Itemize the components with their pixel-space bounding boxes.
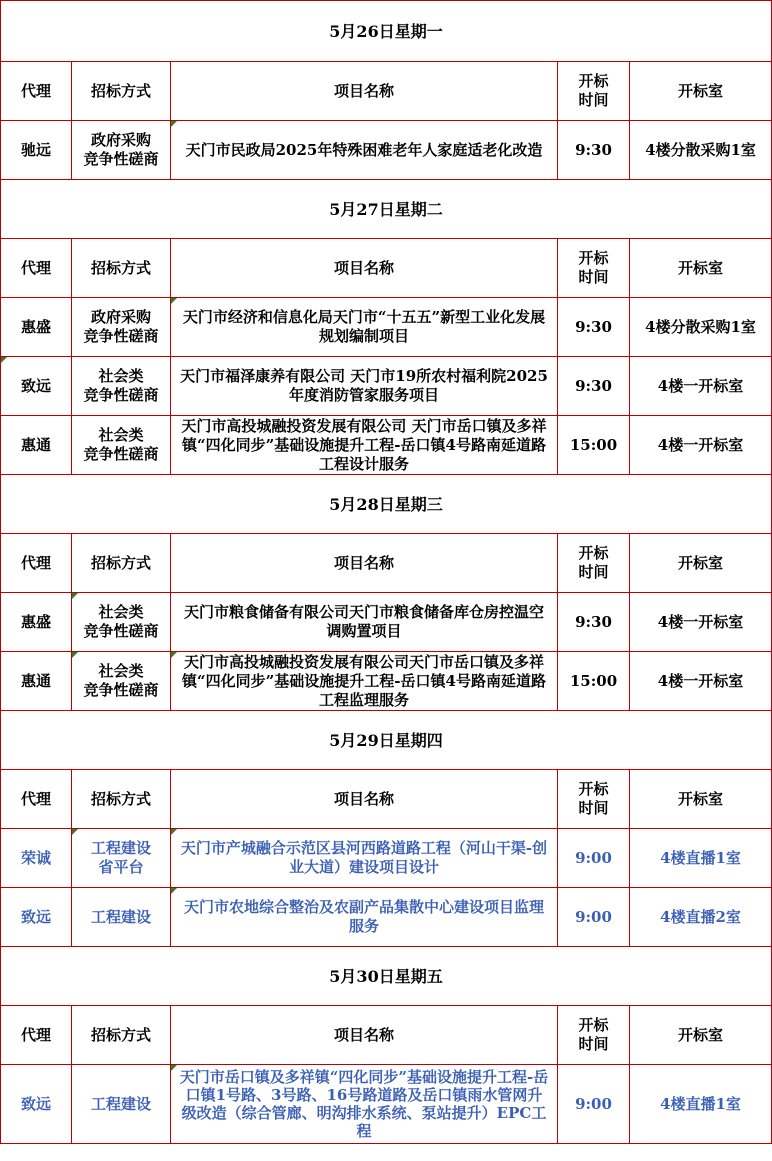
- agent-cell: 惠通: [1, 652, 72, 711]
- method-cell: 政府采购 竞争性磋商: [72, 121, 171, 180]
- method-cell: 社会类 竞争性磋商: [72, 357, 171, 416]
- room-cell: 4楼一开标室: [630, 357, 772, 416]
- agent-cell: 致远: [1, 1065, 72, 1144]
- table-row: [1, 121, 772, 180]
- header-agent: 代理: [1, 62, 72, 121]
- room-cell: 4楼直播1室: [630, 829, 772, 888]
- header-room: 开标室: [630, 62, 772, 121]
- room-cell: 4楼分散采购1室: [630, 121, 772, 180]
- room-cell: 4楼一开标室: [630, 593, 772, 652]
- method-cell: 工程建设: [72, 1065, 171, 1144]
- header-method: 招标方式: [72, 1006, 171, 1065]
- time-cell: 9:30: [558, 593, 630, 652]
- day-heading: 5月30日星期五: [1, 947, 772, 1006]
- time-cell: 15:00: [558, 416, 630, 475]
- header-method: 招标方式: [72, 62, 171, 121]
- project-cell: 天门市经济和信息化局天门市“十五五”新型工业化发展规划编制项目: [171, 298, 558, 357]
- agent-cell: 惠盛: [1, 593, 72, 652]
- time-cell: 9:00: [558, 1065, 630, 1144]
- project-cell: 天门市岳口镇及多祥镇“四化同步”基础设施提升工程-岳口镇1号路、3号路、16号路道路及岳口镇雨水管网升级改造（综合管廊、明沟排水系统、泵站提升）EPC工程: [171, 1065, 558, 1144]
- project-cell: 天门市福泽康养有限公司 天门市19所农村福利院2025年度消防管家服务项目: [171, 357, 558, 416]
- table-row: [1, 416, 772, 475]
- method-cell: 社会类 竞争性磋商: [72, 416, 171, 475]
- room-cell: 4楼分散采购1室: [630, 298, 772, 357]
- agent-cell: 驰远: [1, 121, 72, 180]
- agent-cell: 惠盛: [1, 298, 72, 357]
- day-heading: 5月29日星期四: [1, 711, 772, 770]
- time-cell: 9:00: [558, 829, 630, 888]
- header-time: 开标 时间: [558, 770, 630, 829]
- time-cell: 9:30: [558, 121, 630, 180]
- time-cell: 9:30: [558, 298, 630, 357]
- header-project: 项目名称: [171, 1006, 558, 1065]
- project-cell: 天门市粮食储备有限公司天门市粮食储备库仓房控温空调购置项目: [171, 593, 558, 652]
- header-method: 招标方式: [72, 770, 171, 829]
- header-room: 开标室: [630, 1006, 772, 1065]
- table-row: [1, 593, 772, 652]
- header-room: 开标室: [630, 770, 772, 829]
- project-cell: 天门市高投城融投资发展有限公司 天门市岳口镇及多祥镇“四化同步”基础设施提升工程-岳口镇4号路南延道路工程设计服务: [171, 416, 558, 475]
- header-agent: 代理: [1, 534, 72, 593]
- project-cell: 天门市产城融合示范区县河西路道路工程（河山干渠-创业大道）建设项目设计: [171, 829, 558, 888]
- header-project: 项目名称: [171, 534, 558, 593]
- method-cell: 政府采购 竞争性磋商: [72, 298, 171, 357]
- header-project: 项目名称: [171, 770, 558, 829]
- room-cell: 4楼一开标室: [630, 416, 772, 475]
- table-row: [1, 888, 772, 947]
- header-time: 开标 时间: [558, 1006, 630, 1065]
- project-cell: 天门市高投城融投资发展有限公司天门市岳口镇及多祥镇“四化同步”基础设施提升工程-岳口镇4号路南延道路工程监理服务: [171, 652, 558, 711]
- agent-cell: 荣诚: [1, 829, 72, 888]
- header-project: 项目名称: [171, 239, 558, 298]
- table-row: [1, 1065, 772, 1144]
- room-cell: 4楼一开标室: [630, 652, 772, 711]
- room-cell: 4楼直播2室: [630, 888, 772, 947]
- room-cell: 4楼直播1室: [630, 1065, 772, 1144]
- agent-cell: 惠通: [1, 416, 72, 475]
- day-heading: 5月26日星期一: [1, 1, 772, 62]
- table-row: [1, 652, 772, 711]
- method-cell: 社会类 竞争性磋商: [72, 652, 171, 711]
- time-cell: 9:00: [558, 888, 630, 947]
- header-time: 开标 时间: [558, 239, 630, 298]
- agent-cell: 致远: [1, 357, 72, 416]
- header-agent: 代理: [1, 770, 72, 829]
- time-cell: 15:00: [558, 652, 630, 711]
- header-agent: 代理: [1, 239, 72, 298]
- header-method: 招标方式: [72, 534, 171, 593]
- project-cell: 天门市农地综合整治及农副产品集散中心建设项目监理服务: [171, 888, 558, 947]
- header-room: 开标室: [630, 239, 772, 298]
- header-agent: 代理: [1, 1006, 72, 1065]
- method-cell: 工程建设 省平台: [72, 829, 171, 888]
- day-heading: 5月28日星期三: [1, 475, 772, 534]
- header-project: 项目名称: [171, 62, 558, 121]
- header-room: 开标室: [630, 534, 772, 593]
- agent-cell: 致远: [1, 888, 72, 947]
- header-method: 招标方式: [72, 239, 171, 298]
- method-cell: 工程建设: [72, 888, 171, 947]
- table-row: [1, 298, 772, 357]
- project-cell: 天门市民政局2025年特殊困难老年人家庭适老化改造: [171, 121, 558, 180]
- time-cell: 9:30: [558, 357, 630, 416]
- header-time: 开标 时间: [558, 534, 630, 593]
- header-time: 开标 时间: [558, 62, 630, 121]
- day-heading: 5月27日星期二: [1, 180, 772, 239]
- table-row: [1, 357, 772, 416]
- table-row: [1, 829, 772, 888]
- method-cell: 社会类 竞争性磋商: [72, 593, 171, 652]
